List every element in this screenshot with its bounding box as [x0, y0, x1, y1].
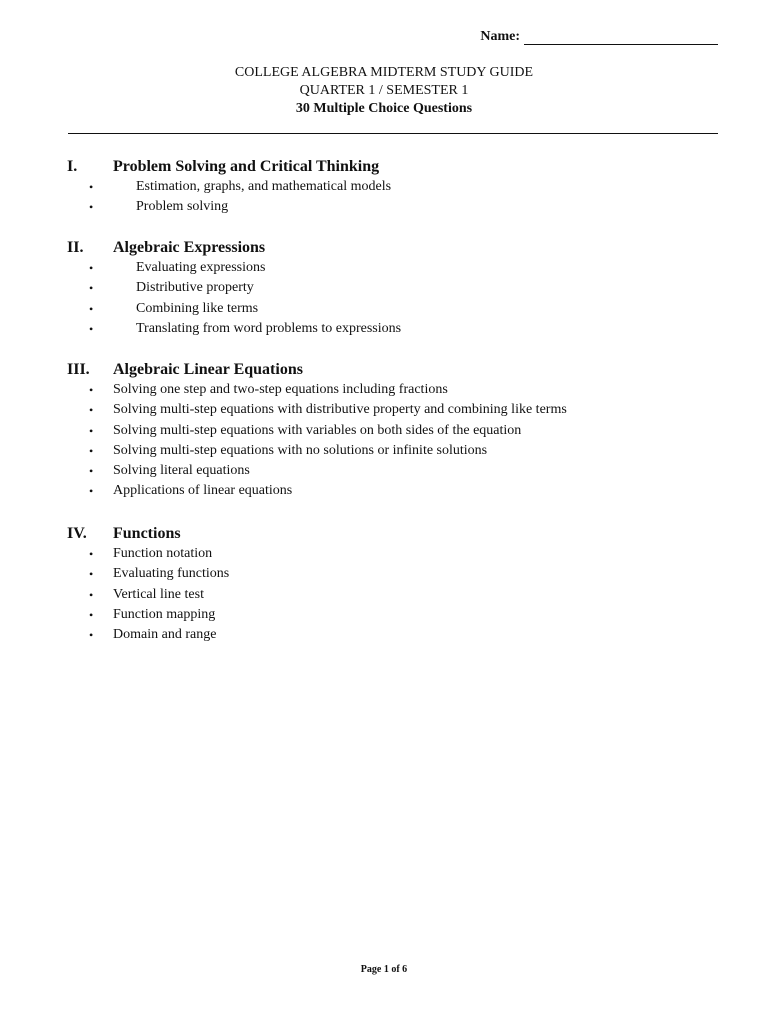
- section-1: [67, 157, 727, 218]
- bullet-icon: •: [89, 464, 94, 479]
- list-item: • Applications of linear equations: [67, 481, 727, 501]
- topic-list: [67, 544, 727, 645]
- list-item: • Domain and range: [67, 625, 727, 645]
- bullet-icon: •: [89, 628, 94, 643]
- list-item: • Solving multi-step equations with no solutions or infinite solutions: [67, 441, 727, 461]
- section-title: Functions: [113, 525, 181, 542]
- bullet-icon: •: [89, 443, 94, 458]
- list-item: • Solving multi-step equations with distributive property and combining like terms: [67, 400, 727, 420]
- bullet-icon: •: [89, 547, 94, 561]
- list-item: • Solving one step and two-step equations including fractions: [67, 380, 727, 400]
- bullet-icon: •: [89, 607, 94, 622]
- topic-list: [67, 380, 727, 502]
- document-title-block: [0, 64, 768, 118]
- page-number: Page 1 of 6: [360, 964, 408, 975]
- list-item: • Solving literal equations: [67, 461, 727, 481]
- list-item: • Estimation, graphs, and mathematical models: [67, 177, 727, 197]
- section-heading: [67, 524, 727, 544]
- bullet-icon: •: [89, 180, 94, 194]
- section-numeral: III.: [67, 361, 90, 378]
- topic-list: [67, 177, 727, 218]
- bullet-icon: •: [89, 200, 94, 215]
- bullet-icon: •: [89, 567, 94, 582]
- bullet-icon: •: [89, 383, 94, 397]
- section-title: Algebraic Expressions: [113, 239, 266, 256]
- bullet-icon: •: [89, 301, 94, 316]
- list-item: • Solving multi-step equations with variables on both sides of the equation: [67, 421, 727, 441]
- section-2: [67, 238, 727, 339]
- section-numeral: IV.: [67, 525, 87, 542]
- section-heading: [67, 157, 727, 177]
- bullet-icon: •: [89, 484, 94, 499]
- section-numeral: I.: [67, 158, 78, 175]
- list-item: • Function notation: [67, 544, 727, 564]
- list-item: • Translating from word problems to expressions: [67, 319, 727, 339]
- section-heading: [67, 360, 727, 380]
- list-item: • Function mapping: [67, 605, 727, 625]
- document-subtitle: QUARTER 1 / SEMESTER 1: [299, 83, 469, 98]
- name-blank-line[interactable]: [524, 30, 718, 45]
- list-item: • Evaluating expressions: [67, 258, 727, 278]
- topic-list: [67, 258, 727, 339]
- document-title: COLLEGE ALGEBRA MIDTERM STUDY GUIDE: [234, 65, 534, 80]
- section-numeral: II.: [67, 239, 84, 256]
- list-item: • Evaluating functions: [67, 564, 727, 584]
- list-item: • Problem solving: [67, 197, 727, 217]
- bullet-icon: •: [89, 321, 94, 336]
- name-field: [480, 29, 718, 45]
- name-label: Name:: [480, 29, 520, 44]
- bullet-icon: •: [89, 281, 94, 296]
- section-3: [67, 360, 727, 502]
- header-divider: [68, 133, 718, 134]
- section-title: Problem Solving and Critical Thinking: [113, 158, 380, 175]
- list-item: • Vertical line test: [67, 585, 727, 605]
- section-title: Algebraic Linear Equations: [113, 361, 303, 378]
- bullet-icon: •: [89, 403, 94, 418]
- list-item: • Combining like terms: [67, 299, 727, 319]
- section-heading: [67, 238, 727, 258]
- bullet-icon: •: [89, 261, 94, 275]
- question-count: 30 Multiple Choice Questions: [295, 101, 473, 116]
- bullet-icon: •: [89, 423, 94, 438]
- list-item: • Distributive property: [67, 278, 727, 298]
- section-4: [67, 524, 727, 645]
- bullet-icon: •: [89, 587, 94, 602]
